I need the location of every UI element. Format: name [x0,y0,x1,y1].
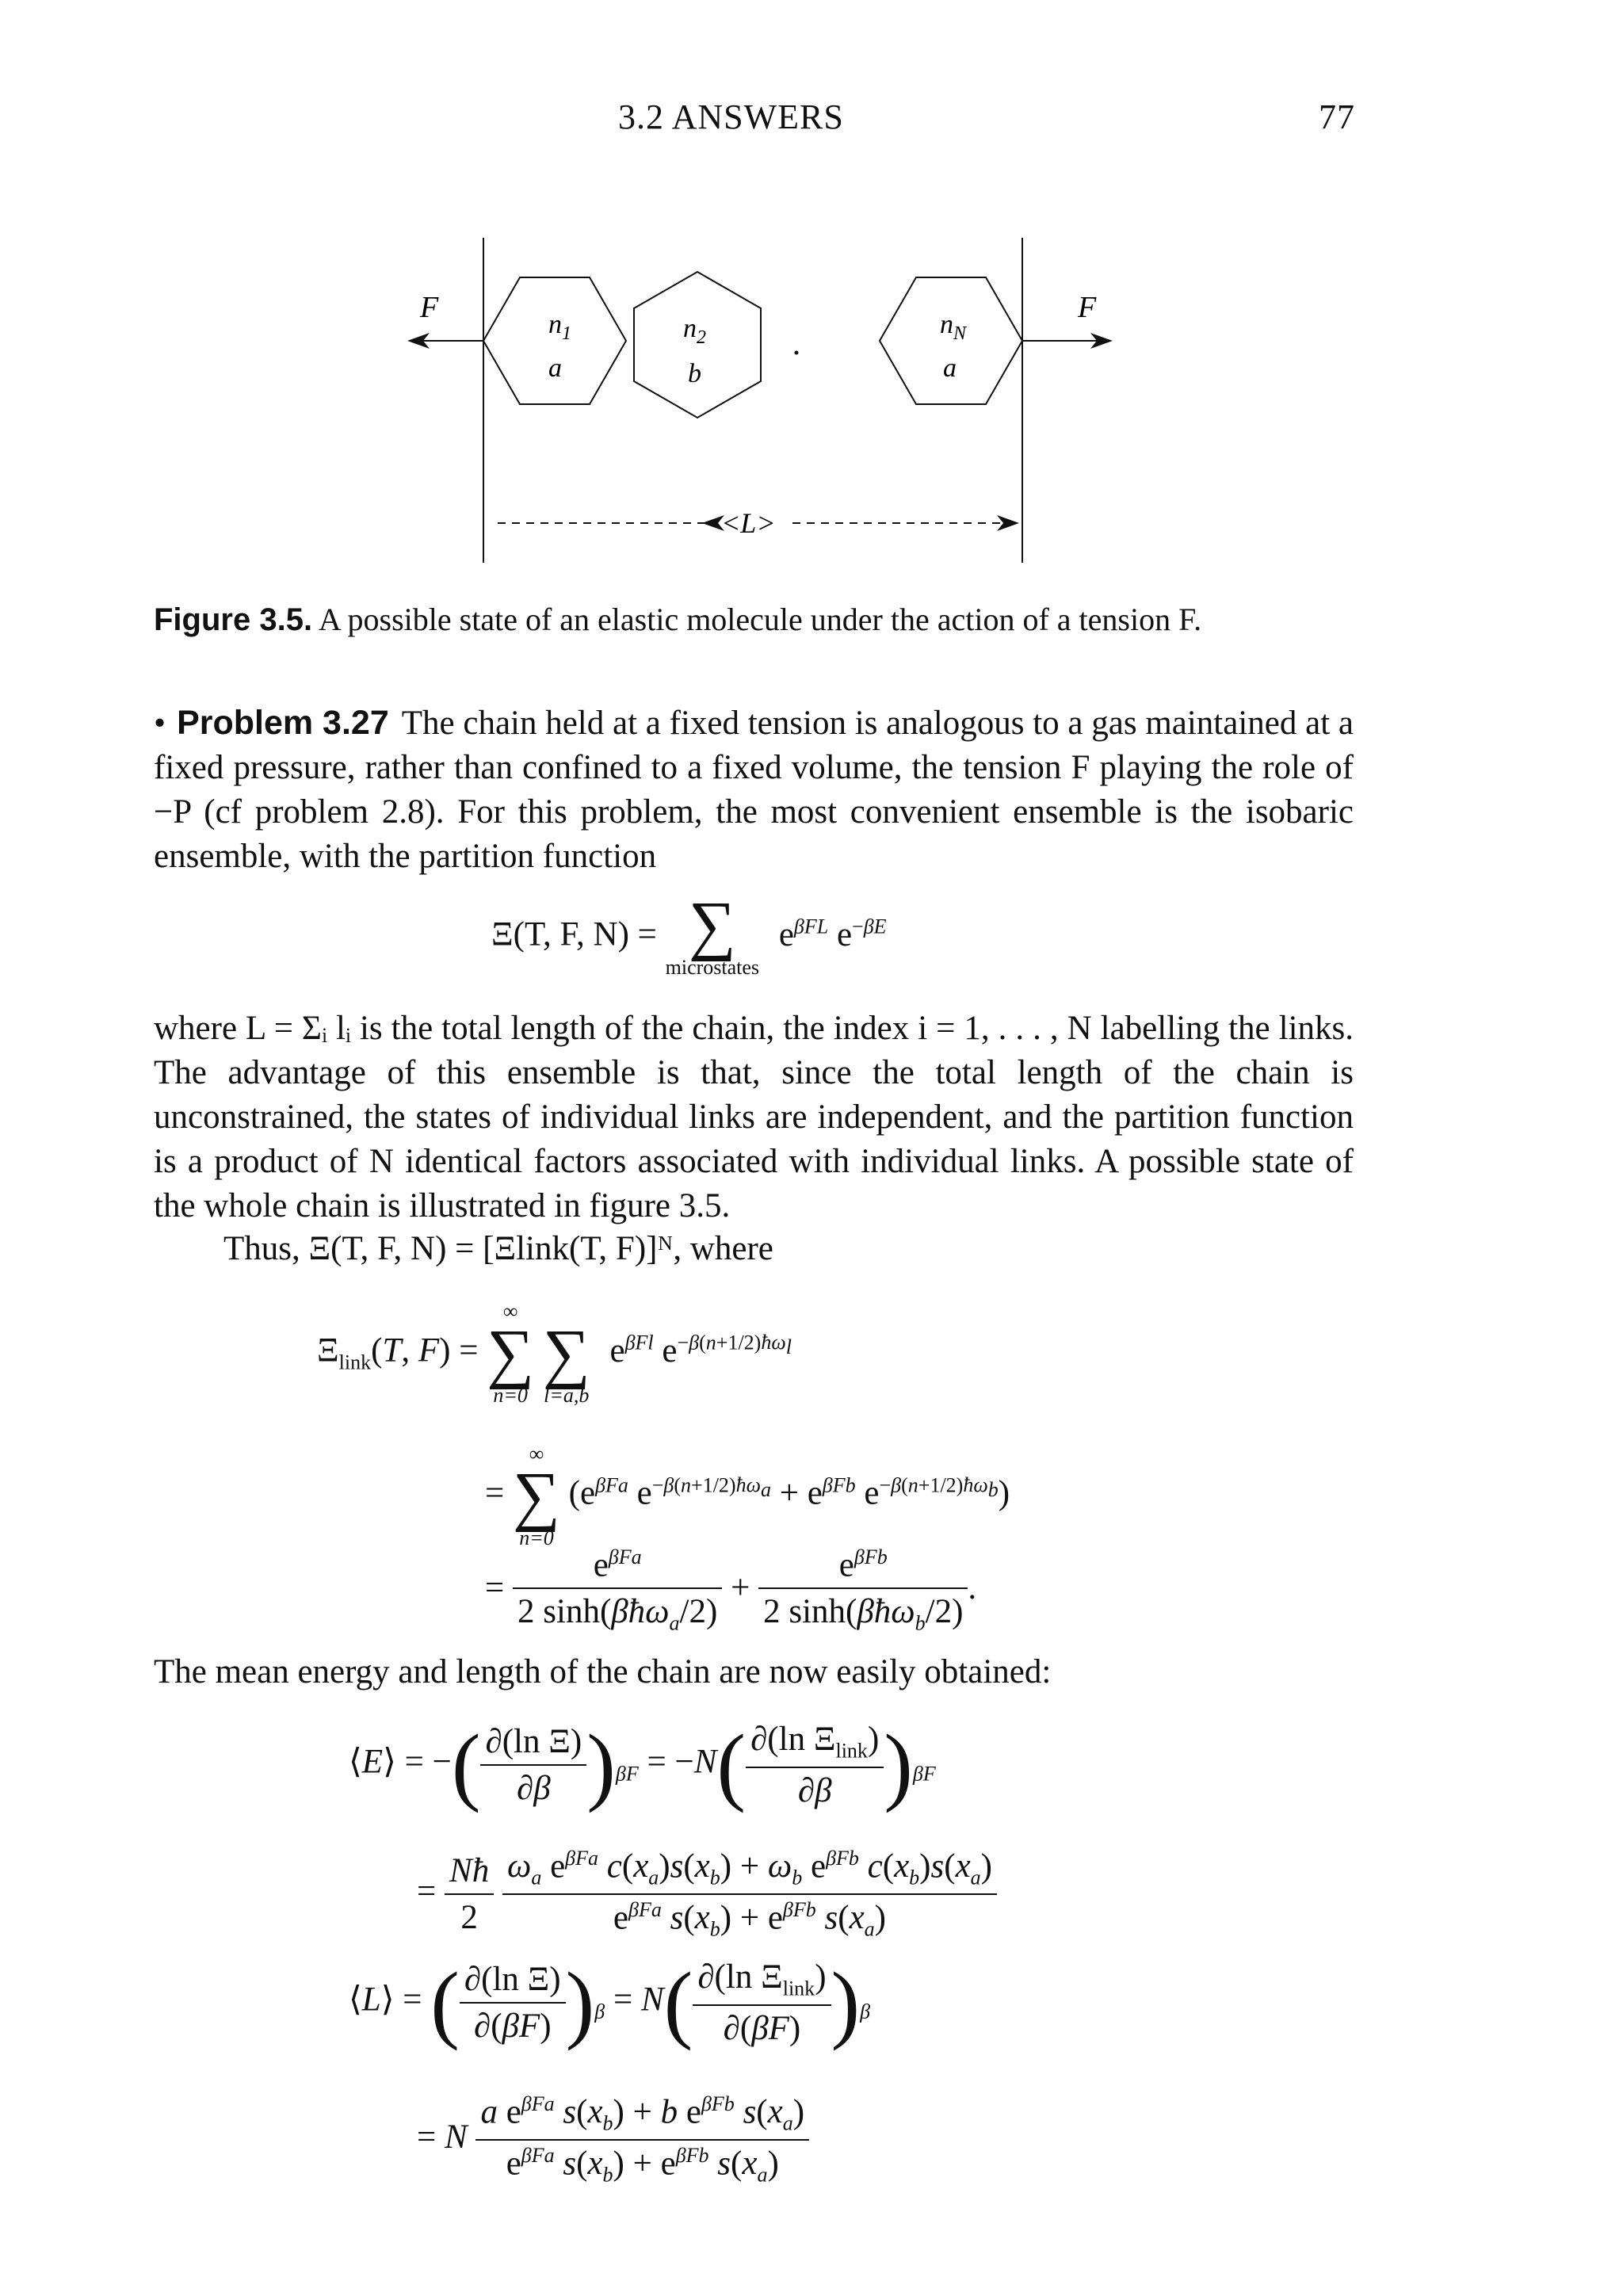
figure-caption-label: Figure 3.5. [154,602,313,637]
equation-mean-length-1: ⟨L⟩ = ( $\frac{\text{∂(ln Ξ)}}{\partial(\beta F)}$ )$_\beta = N$( $\frac{\partial(\ln \Xi_{link})}{\partial(\beta F)}$ )$_\beta$ [349,1954,871,2051]
figure-caption-text: A possible state of an elastic molecule under the action of a tension F. [312,602,1202,637]
force-label-left: F [420,291,439,324]
equation-mean-energy-1: ⟨E⟩ = −( $\frac{\text{∂(ln Ξ)}}{\partial\beta}$ )$_{\beta F} = -N$( $\frac{\partial(\ln \Xi_{link})}{\partial\beta}$ )$_{\beta F}$ [349,1716,936,1813]
problem-text-1: The chain held at a fixed tension is analogous to a gas maintained at a fixed pressure, rather than confined to a fixed volume, the tension F playing the role of −P (cf problem 2.8). For this problem, the most convenient ensemble is the isobaric ensemble, with the partition function [154,705,1354,875]
length-label: <L> [721,507,776,539]
link-hexagon-n [880,277,1022,404]
figure-3-5 [372,230,1165,579]
running-header: 3.2 ANSWERS [618,97,844,136]
link-1-type: a [548,353,562,383]
problem-paragraph-4: The mean energy and length of the chain are now easily obtained: [154,1653,1052,1690]
link-hexagon-1 [483,277,626,404]
bullet: • [154,705,166,742]
problem-label: Problem 3.27 [177,704,389,742]
problem-paragraph-3: Thus, Ξ(T, F, N) = [Ξlink(T, F)]ᴺ, where [223,1230,773,1267]
equation-link-partition-2: = ∞ ∑ n=0 ($e^{\beta Fa}$ $e^{-\beta(n+1/2)ħ\omega_a} + e^{\beta Fb}$ $e^{-\beta(n+1/2)ħ\omega_b}$) [485,1442,1010,1549]
equation-mean-length-2: = N $\frac{a e^{\beta Fa} s(x_b) + b e^{\beta Fb} s(x_a)}{e^{\beta Fa} s(x_b) + e^{\beta Fb} s(x_a)}$ [417,2092,809,2187]
link-n-type: a [943,353,957,383]
page-number: 77 [1319,97,1355,136]
link-n-occupation: $n_N$ [940,310,967,344]
eq1-sum-label: microstates [665,955,760,979]
eq1-sum: ∑ microstates [665,888,760,979]
equation-partition-function: Ξ(T, F, N) = ∑ microstates $e^{\beta FL}$ $e^{-\beta E}$ [491,888,887,979]
equation-link-partition-3: = $\frac{e^{\beta Fa}}{2 \sinh(\beta ħ\omega_a/2)}$ + $\frac{e^{\beta Fb}}{2 \sinh(\beta ħ\omega_b/2)}$ . [485,1545,977,1635]
problem-paragraph-2: where L = Σᵢ lᵢ is the total length of the chain, the index i = 1, . . . , N labelling the links. The advantage of this ensemble is that, since the total length of the chain is unconstrained, the states of individual links are independent, and the partition function is a product of N identical factors associated with individual links. A possible state of the whole chain is illustrated in figure 3.5. [154,1010,1354,1224]
chain-ellipsis-dot [795,351,799,355]
problem-paragraph-1 [154,701,1354,879]
figure-caption [154,601,1501,638]
link-2-type: b [688,359,701,388]
eq1-lhs: Ξ(T, F, N) = [491,915,657,953]
link-1-occupation: $n_1$ [548,310,571,344]
equation-link-partition-1: $\Xi_{link}(T$, F) = ∞ ∑ n=0 ∑ l=a,b $e^{\beta Fl}$ $e^{-\beta(n+1/2)ħ\omega_l}$ [317,1300,792,1407]
equation-mean-energy-2: = $\frac{Nħ}{2}$ $\frac{\omega_a e^{\beta Fa} c(x_a)s(x_b) + \omega_b e^{\beta Fb} c(x_b)s(x_a)}{e^{\beta Fa} s(x_b) + e^{\beta Fb} s(x_a)}$ [417,1847,997,1942]
link-2-occupation: $n_2$ [683,314,706,348]
force-label-right: F [1078,291,1097,324]
